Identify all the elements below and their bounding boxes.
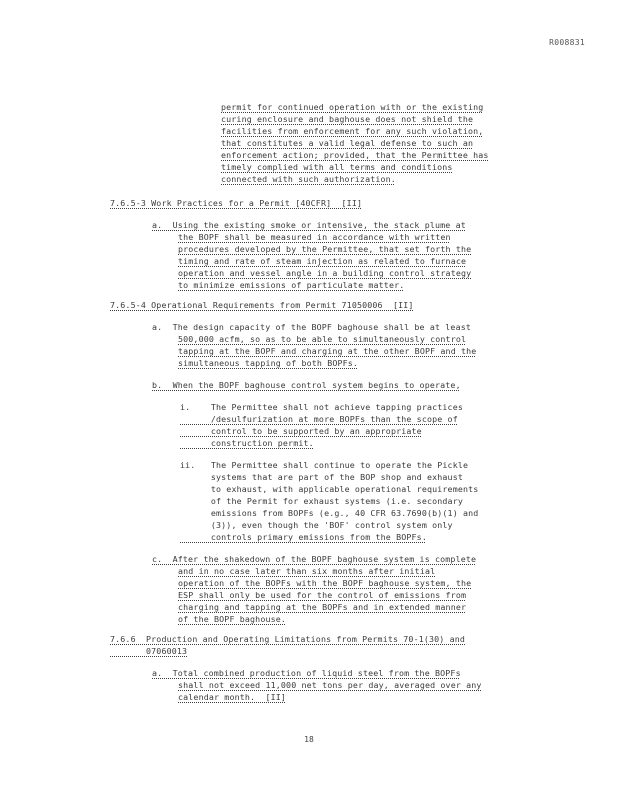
text-line: and in no case later than six months after initial <box>178 566 436 576</box>
document-id: R008831 <box>549 38 585 47</box>
text-line: tapping at the BOPF and charging at the other BOPF and the <box>178 346 477 356</box>
text-line: timely complied with all terms and conditions <box>221 162 453 172</box>
text-line: /desulfurization at more BOPFs than the scope of <box>180 414 458 424</box>
text-line: construction permit. <box>180 438 314 448</box>
text-line: connected with such authorization. <box>221 174 396 184</box>
text-line: of the Permit for exhaust systems (i.e. secondary <box>180 496 463 506</box>
text-line: of the BOPF baghouse. <box>178 614 287 624</box>
text-line: enforcement action; provided, that the Permittee has <box>221 150 489 160</box>
text-line: control to be supported by an appropriate <box>180 426 422 436</box>
text-line: emissions from BOPFs (e.g., 40 CFR 63.7690(b)(1) and <box>180 508 479 518</box>
text-line: 07060013 <box>110 646 188 656</box>
text-line: facilities from enforcement for any such violation, <box>221 126 484 136</box>
text-line: curing enclosure and baghouse does not shield the <box>221 114 474 124</box>
text-line: a. The design capacity of the BOPF baghouse shall be at least <box>152 322 471 332</box>
text-line: operation of the BOPFs with the BOPF baghouse system, the <box>178 578 472 588</box>
text-line: to minimize emissions of particulate matter. <box>178 280 405 290</box>
text-line: the BOPF shall be measured in accordance with written <box>178 232 451 242</box>
text-line: systems that are part of the BOP shop and exhaust <box>180 472 463 482</box>
text-line: operation and vessel angle in a building control strategy <box>178 268 472 278</box>
text-line: simultaneous tapping of both BOPFs. <box>178 358 359 368</box>
text-line: a. Total combined production of liquid steel from the BOPFs <box>152 668 461 678</box>
text-line: timing and rate of steam injection as related to furnace <box>178 256 467 266</box>
text-line: (3)), even though the 'BOF' control system only <box>180 520 453 530</box>
text-line: ii. The Permittee shall continue to operate the Pickle <box>180 460 469 470</box>
item-b-baghouse-operation: b. When the BOPF baghouse control system begins to operate, <box>152 380 461 390</box>
text-line: ESP shall only be used for the control of emissions from <box>178 590 467 600</box>
text-line: to exhaust, with applicable operational requirements <box>180 484 479 494</box>
text-line: procedures developed by the Permittee, that set forth the <box>178 244 472 254</box>
text-line: 7.6.6 Production and Operating Limitations from Permits 70-1(30) and <box>110 634 466 644</box>
text-line: calendar month. [II] <box>178 692 287 702</box>
section-heading-7-6-5-3: 7.6.5-3 Work Practices for a Permit [40CFR] [II] <box>110 198 363 208</box>
page-number: 18 <box>304 735 314 744</box>
text-line: that constitutes a valid legal defense to such an <box>221 138 474 148</box>
text-line: c. After the shakedown of the BOPF baghouse system is complete <box>152 554 477 564</box>
text-line: shall not exceed 11,000 net tons per day, averaged over any <box>178 680 482 690</box>
text-line: 500,000 acfm, so as to be able to simultaneously control <box>178 334 467 344</box>
text-line: a. Using the existing smoke or intensive, the stack plume at <box>152 220 466 230</box>
section-heading-7-6-5-4: 7.6.5-4 Operational Requirements from Permit 71050006 [II] <box>110 300 414 310</box>
text-line: permit for continued operation with or the existing <box>221 102 484 112</box>
text-line: controls primary emissions from the BOPFs. <box>180 532 427 542</box>
text-line: charging and tapping at the BOPFs and in extended manner <box>178 602 467 612</box>
text-line: i. The Permittee shall not achieve tapping practices <box>180 402 463 412</box>
